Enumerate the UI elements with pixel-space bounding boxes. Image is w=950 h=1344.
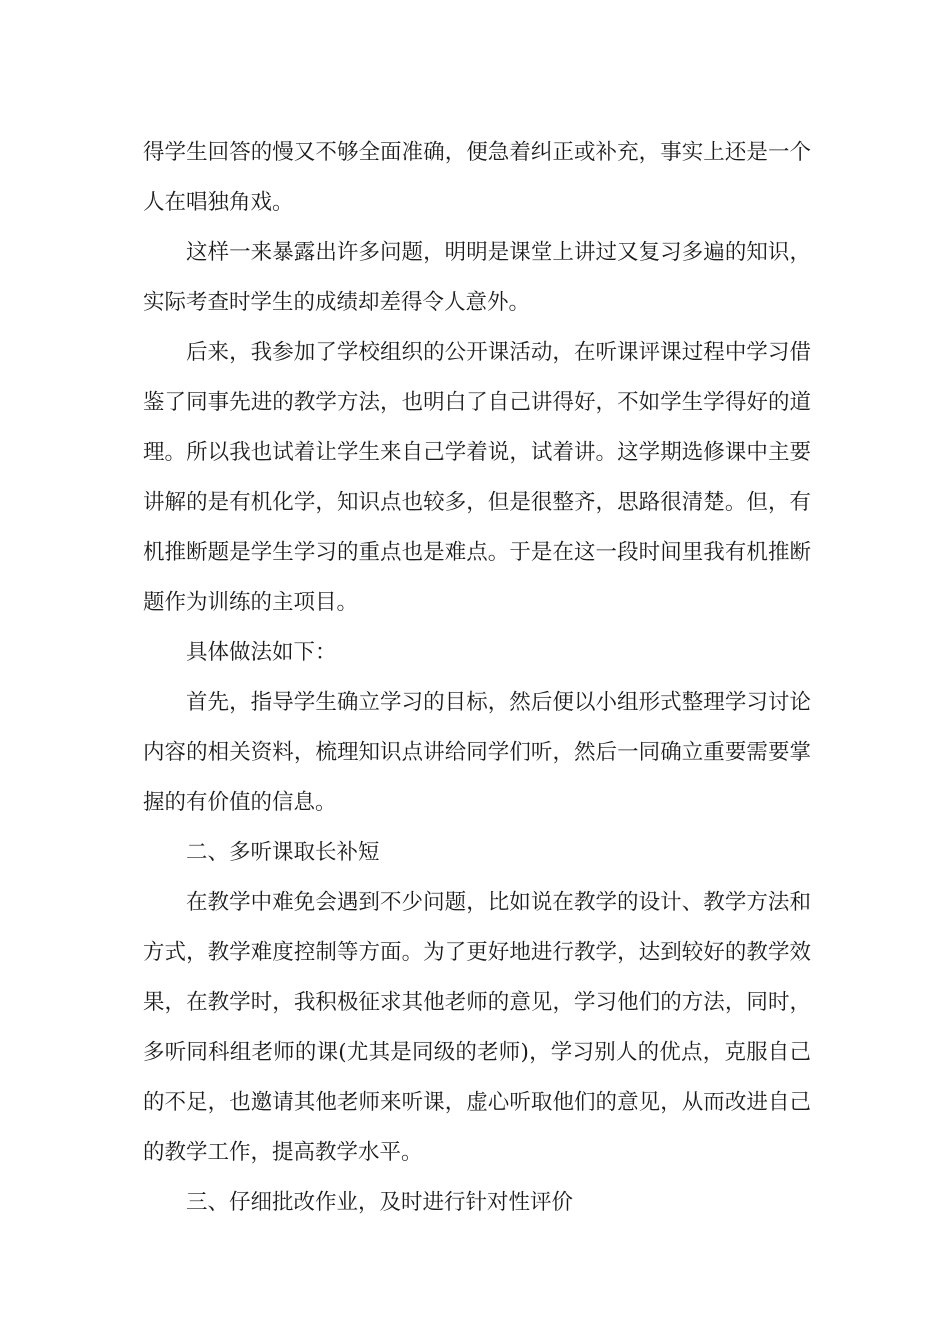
- paragraph-listen-classes: 在教学中难免会遇到不少问题，比如说在教学的设计、教学方法和方式，教学难度控制等方面。为了更好地进行教学，达到较好的教学效果，在教学时，我积极征求其他老师的意见，学习他们的方法，同时，多听同科组老师的课(尤其是同级的老师)，学习别人的优点，克服自己的不足，也邀请其他老师来听课，虚心听取他们的意见，从而改进自己的教学工作，提高教学水平。: [143, 890, 811, 1165]
- paragraph-continuation: 得学生回答的慢又不够全面准确，便急着纠正或补充，事实上还是一个人在唱独角戏。: [143, 140, 811, 215]
- section-heading-two: 二、多听课取长补短: [186, 840, 380, 865]
- paragraph-method-intro: 具体做法如下：: [186, 640, 337, 665]
- document-body: [143, 128, 811, 1228]
- paragraph-problems: 这样一来暴露出许多问题，明明是课堂上讲过又复习多遍的知识，实际考查时学生的成绩却差得令人意外。: [143, 240, 811, 315]
- paragraph-first-step: 首先，指导学生确立学习的目标，然后便以小组形式整理学习讨论内容的相关资料，梳理知识点讲给同学们听，然后一同确立重要需要掌握的有价值的信息。: [143, 690, 811, 815]
- paragraph-open-class: 后来，我参加了学校组织的公开课活动，在听课评课过程中学习借鉴了同事先进的教学方法，也明白了自己讲得好，不如学生学得好的道理。所以我也试着让学生来自己学着说，试着讲。这学期选修课中主要讲解的是有机化学，知识点也较多，但是很整齐，思路很清楚。但，有机推断题是学生学习的重点也是难点。于是在这一段时间里我有机推断题作为训练的主项目。: [143, 340, 811, 615]
- section-heading-three: 三、仔细批改作业，及时进行针对性评价: [186, 1190, 574, 1215]
